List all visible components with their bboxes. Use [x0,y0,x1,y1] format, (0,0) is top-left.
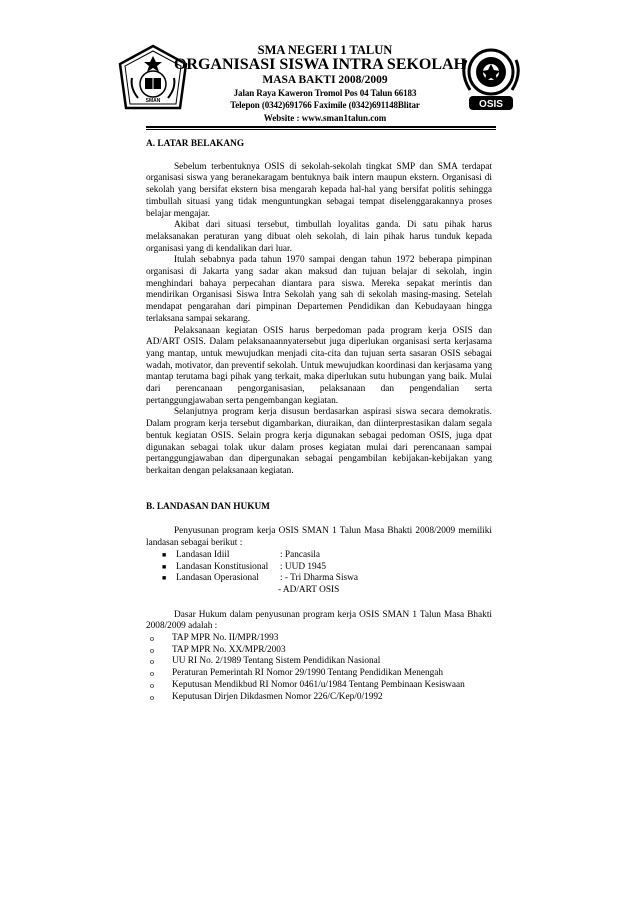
osis-logo [460,42,522,116]
square-bullet-icon: ■ [162,574,167,583]
landasan-label: Landasan Konstitusional [176,561,269,572]
list-item [162,550,492,562]
list-item [162,573,492,585]
list-item: o TAP MPR No. II/MPR/1993 [150,633,279,644]
section-a-paragraph: Akibat dari situasi tersebut, timbullah loyalitas ganda. Di satu pihak harus melaksanakan peraturan yang dibuat oleh sekolah, di lain pihak harus tunduk kepada organisasi yang di kendalikan dari luar. [146,220,492,254]
organization-name: ORGANISASI SISWA INTRA SEKOLAH [173,56,467,73]
circle-bullet-icon: o [150,680,154,690]
school-emblem-logo [118,44,188,112]
school-name: SMA NEGERI 1 TALUN [257,43,393,57]
landasan-intro: Penyusunan program kerja OSIS SMAN 1 Talun Masa Bhakti 2008/2009 memiliki landasan sebagai berikut : [146,526,492,549]
service-period: MASA BAKTI 2008/2009 [262,74,388,86]
list-item: o Keputusan Mendikbud RI Nomor 0461/u/1984 Tentang Pembinaan Kesiswaan [150,679,465,690]
circle-bullet-icon: o [150,645,154,655]
list-item [162,562,492,574]
landasan-value: : - Tri Dharma Siswa [280,573,358,584]
circle-bullet-icon: o [150,692,154,702]
phone-line: Telepon (0342)691766 Faximile (0342)691148Blitar [230,100,420,110]
list-item: o TAP MPR No. XX/MPR/2003 [150,644,286,655]
section-a-paragraph: Itulah sebabnya pada tahun 1970 sampai dengan tahun 1972 beberapa pimpinan organisasi di Jakarta yang sadar akan maksud dan tujuan belajar di sekolah, ingin menghindari bahaya perpecahan diantara para siswa. Mereka sepakat merintis dan mendirikan Organisasi Siswa Intra Sekolah yang sah di sekolah masing-masing. Setelah mendapat pengarahan dari pimpinan Departemen Pendidikan dan Kebudayaan hingga terlaksana sampai sekarang. [146,255,492,324]
landasan-list [146,550,492,585]
square-bullet-icon: ■ [162,550,167,559]
list-item: o Peraturan Pemerintah RI Nomor 29/1990 Tentang Pendidikan Menengah [150,668,444,679]
landasan-label: Landasan Operasional [176,573,259,584]
svg-text:SMAN: SMAN [145,98,161,104]
circle-bullet-icon: o [150,634,154,644]
letterhead-divider-thin [146,129,496,130]
dasar-hukum-intro: Dasar Hukum dalam penyusunan program kerja OSIS SMAN 1 Talun Masa Bhakti 2008/2009 adalah : [146,609,492,632]
circle-bullet-icon: o [150,669,154,679]
section-a-paragraph: Selanjutnya program kerja disusun berdasarkan aspirasi siswa secara demokratis. Dalam program kerja tersebut digambarkan, diuraikan, dan diinterprestasikan dalam segala bentuk kegiatan OSIS. Selain progra kerja digunakan sebagai pedoman OSIS, juga dpat digunakan sebagai tolak ukur dalam proses kegiatan mulai dari perencanaan sampai pertanggungjawaban dan dipergunakan sebagai pengambilan kebijakan-kebijakan yang berkaitan dengan pelaksanaan kegiatan. [146,407,492,476]
address-line: Jalan Raya Kaweron Tromol Pos 04 Talun 66183 [233,88,417,98]
landasan-extra-value: - AD/ART OSIS [278,584,340,595]
landasan-value: : Pancasila [280,549,321,560]
landasan-label: Landasan Idiil [176,549,230,560]
section-b-title: B. LANDASAN DAN HUKUM [146,501,270,512]
section-a-paragraph: Sebelum terbentuknya OSIS di sekolah-sekolah tingkat SMP dan SMA terdapat organisasi siswa yang beranekaragam bentuknya baik intern maupun ekstern. Organisasi di sekolah yang bersifat ekstern bisa mengarah kepada hal-hal yang bersifat politis sehingga timbullah situasi yang tidak menguntungkan sebagai tempat diselenggarakannya proses belajar mengajar. [146,161,492,219]
website-line: Website : www.sman1talun.com [263,113,387,123]
circle-bullet-icon: o [150,657,154,667]
section-a-paragraph: Pelaksanaan kegiatan OSIS harus berpedoman pada program kerja OSIS dan AD/ART OSIS. Dalam pelaksanaannyatersebut juga diperlukan organisasi serta kerjasama yang mantap, untuk mewujudkan menjadi cita-cita dan tujuan serta sasaran OSIS sebagai wadah, motivator, dan preventif sekolah. Untuk mewujudkan koordinasi dan kerjasama yang mantap terutama bagi pihak yang terkait, maka diperlukan sutu hubungan yang baik. Mulai dari perencanaan pengorganisasian, pelaksanaan dan pengendalian serta pertanggungjawaban serta pengembangan kegiatan. [146,325,492,406]
section-a-title: A. LATAR BELAKANG [146,139,245,149]
letterhead-divider [146,126,496,128]
document-body [146,139,492,703]
svg-text:OSIS: OSIS [479,99,503,110]
dasar-hukum-list [146,633,492,703]
list-item: o Keputusan Dirjen Dikdasmen Nomor 226/C/Kep/0/1992 [150,691,383,702]
landasan-value: : UUD 1945 [280,561,326,572]
list-item: o UU RI No. 2/1989 Tentang Sistem Pendidikan Nasional [150,656,381,667]
square-bullet-icon: ■ [162,562,167,571]
